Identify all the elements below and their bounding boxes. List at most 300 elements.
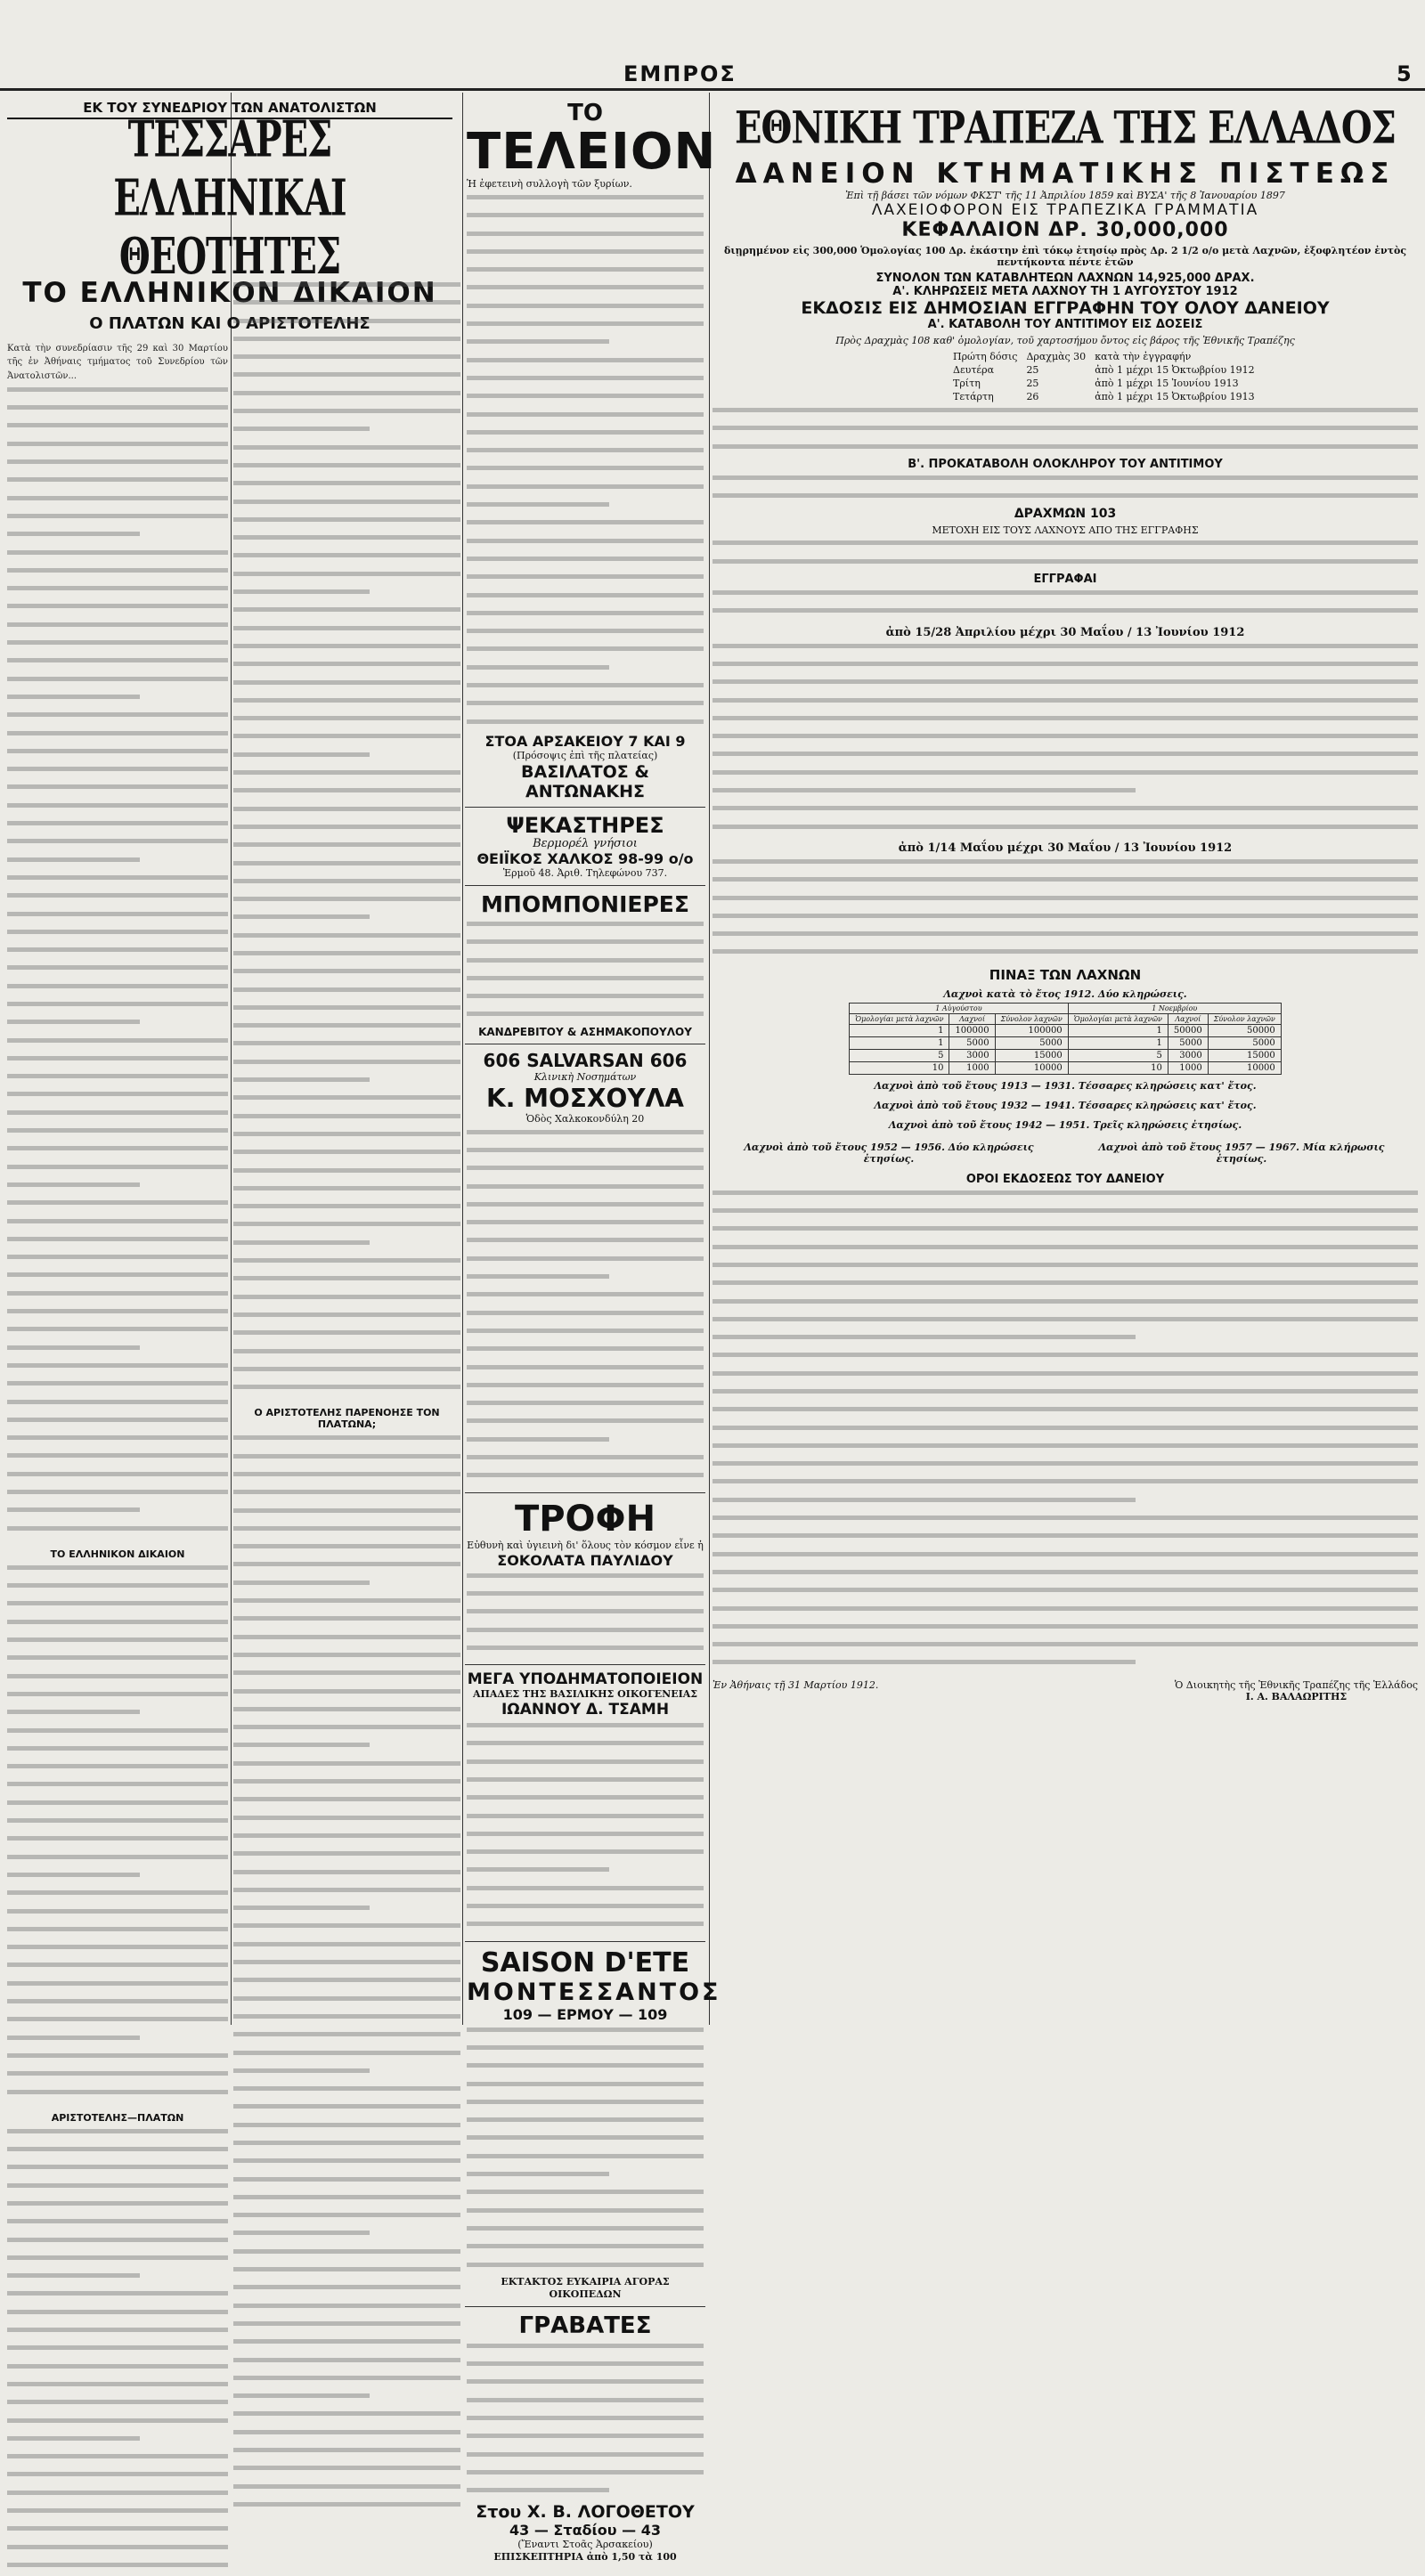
text-line <box>7 2090 228 2103</box>
ad-vasiliki: ΑΠΑΔΕΣ ΤΗΣ ΒΑΣΙΛΙΚΗΣ ΟΙΚΟΓΕΝΕΙΑΣ <box>472 1688 698 1701</box>
text-line <box>7 803 228 817</box>
installment-cell: 26 <box>1026 391 1039 402</box>
lottery-table-title: ΠΙΝΑΞ ΤΩΝ ΛΑΧΝΩΝ <box>989 966 1142 983</box>
text-line <box>233 752 460 766</box>
text-line <box>467 1238 704 1251</box>
text-line <box>467 2063 704 2076</box>
text-line <box>467 1628 704 1641</box>
text-line <box>233 1240 460 1254</box>
text-line <box>467 574 704 588</box>
text-line <box>233 1005 460 1019</box>
text-line <box>7 1146 228 1159</box>
signer-title: Ὁ Διοικητὴς τῆς Ἐθνικῆς Τραπέζης τῆς Ἑλλάδος <box>1174 1678 1418 1691</box>
text-line <box>467 976 704 989</box>
text-line <box>7 1927 228 1940</box>
text-line <box>233 282 460 296</box>
text-line <box>233 1906 460 1919</box>
text-line <box>712 1570 1418 1583</box>
text-line <box>7 930 228 943</box>
text-line <box>467 339 704 353</box>
text-line <box>7 712 228 726</box>
draws-1957-heading: Λαχνοὶ ἀπὸ τοῦ ἔτους 1957 — 1967. Μία κλήρωσις ἐτησίως. <box>1098 1141 1385 1165</box>
text-line <box>7 1909 228 1922</box>
text-line <box>467 195 704 208</box>
lump-heading: Β'. ΠΡΟΚΑΤΑΒΟΛΗ ΟΛΟΚΛΗΡΟΥ ΤΟΥ ΑΝΤΙΤΙΜΟΥ <box>908 457 1223 471</box>
ad-ermou-addr: 109 — ΕΡΜΟΥ — 109 <box>502 2005 668 2023</box>
installment-cell: 25 <box>1026 378 1039 389</box>
draw-cell: 100000 <box>995 1024 1068 1036</box>
draw-row <box>850 1061 1282 1074</box>
text-line <box>7 1363 228 1377</box>
text-line <box>467 430 704 443</box>
text-line <box>7 1526 228 1540</box>
text-line <box>712 877 1418 890</box>
text-line <box>467 2470 704 2483</box>
text-line <box>7 640 228 654</box>
text-line <box>233 589 460 603</box>
ad-grabates-body <box>467 2344 704 2502</box>
text-line <box>233 1960 460 1973</box>
text-line <box>712 734 1418 747</box>
text-line <box>712 949 1418 963</box>
installment-cell: Δραχμὰς 30 <box>1026 351 1087 362</box>
text-line <box>467 1795 704 1808</box>
installment-cell: Τετάρτη <box>953 391 994 402</box>
text-line <box>712 806 1418 819</box>
ad-bomponieres <box>465 886 705 1044</box>
text-line <box>7 857 228 871</box>
text-line <box>7 1800 228 1814</box>
bank-text-block <box>712 590 1418 622</box>
text-line <box>712 1516 1418 1529</box>
installment-cell: Δευτέρα <box>953 364 995 376</box>
bank-text-block <box>712 540 1418 573</box>
ad-teleion-to: ΤΟ <box>567 100 603 126</box>
text-line <box>467 520 704 533</box>
text-line <box>467 1455 704 1468</box>
text-line <box>233 1544 460 1557</box>
text-line <box>233 2304 460 2317</box>
place-date: Ἐν Ἀθήναις τῇ 31 Μαρτίου 1912. <box>712 1678 879 1691</box>
installment-cell: 25 <box>1026 364 1039 376</box>
text-line <box>712 1642 1418 1655</box>
bank-lottery: ΛΑΧΕΙΟΦΟΡΟΝ ΕΙΣ ΤΡΑΠΕΖΙΚΑ ΓΡΑΜΜΑΤΙΑ <box>871 201 1259 219</box>
text-line <box>467 1814 704 1827</box>
text-line <box>7 984 228 997</box>
text-line <box>233 1562 460 1575</box>
installment-row <box>953 350 1264 363</box>
text-line <box>7 532 228 545</box>
text-line <box>7 2183 228 2197</box>
text-line <box>7 1182 228 1196</box>
text-line <box>467 665 704 679</box>
text-line <box>467 2398 704 2411</box>
ad-trofi-body <box>467 1573 704 1659</box>
text-line <box>233 2123 460 2136</box>
text-line <box>7 477 228 491</box>
text-line <box>7 514 228 527</box>
text-line <box>233 372 460 386</box>
draw-cell: 3000 <box>1168 1049 1208 1061</box>
text-line <box>233 2285 460 2298</box>
text-line <box>7 912 228 925</box>
text-line <box>7 604 228 617</box>
text-line <box>467 1849 704 1863</box>
text-line <box>233 2249 460 2263</box>
draw-col-label: Σύνολον λαχνῶν <box>1208 1013 1281 1024</box>
bank-basis: Ἐπὶ τῇ βάσει τῶν νόμων ΦΚΣΤ' τῆς 11 Ἀπριλίου 1859 καὶ ΒΥΣΑ' τῆς 8 Ἰανουαρίου 1897 <box>845 190 1285 201</box>
text-line <box>467 448 704 461</box>
draw-col-label: Ὁμολογίαι μετὰ λαχνῶν <box>1068 1013 1168 1024</box>
subheading-aristotle: ΑΡΙΣΤΟΤΕΛΗΣ—ΠΛΑΤΩΝ <box>51 2111 184 2124</box>
text-line <box>233 1258 460 1272</box>
text-line <box>7 2418 228 2432</box>
text-line <box>7 2147 228 2160</box>
ad-stadiou-sub: (Ἔναντι Στοᾶς Ἀρσακείου) <box>517 2538 653 2550</box>
text-line <box>467 1202 704 1215</box>
text-line <box>7 2328 228 2341</box>
ad-psekastires <box>465 808 705 886</box>
text-line <box>233 734 460 747</box>
text-line <box>712 444 1418 458</box>
text-line <box>7 1565 228 1579</box>
text-line <box>7 731 228 744</box>
ad-trofi-title: ΤΡΟΦΗ <box>514 1498 656 1540</box>
text-line <box>233 2014 460 2027</box>
text-line <box>467 1292 704 1305</box>
bank-text-block <box>712 475 1418 508</box>
text-line <box>7 2491 228 2504</box>
text-line <box>712 914 1418 927</box>
text-line <box>233 1923 460 1937</box>
article-headline: ΤΕΣΣΑΡΕΣ ΕΛΛΗΝΙΚΑΙ ΘΕΟΤΗΤΕΣ <box>113 110 346 287</box>
ad-psekastires-title: ΨΕΚΑΣΤΗΡΕΣ <box>506 812 664 838</box>
text-line <box>467 2244 704 2257</box>
text-line <box>467 2344 704 2357</box>
text-line <box>233 2032 460 2045</box>
text-line <box>467 1759 704 1773</box>
text-line <box>467 1148 704 1161</box>
draw-row <box>850 1049 1282 1061</box>
text-line <box>467 939 704 953</box>
text-line <box>7 1435 228 1449</box>
text-line <box>467 701 704 714</box>
text-line <box>233 1490 460 1503</box>
text-line <box>7 2255 228 2269</box>
ad-saison-body <box>467 2027 704 2276</box>
article-text-block <box>7 2129 228 2576</box>
text-line <box>7 1381 228 1394</box>
text-line <box>7 2364 228 2377</box>
bank-text-block <box>712 859 1418 963</box>
text-line <box>233 1312 460 1326</box>
draw-col-label: Λαχνοί <box>1168 1013 1208 1024</box>
text-line <box>467 629 704 642</box>
text-line <box>233 1095 460 1109</box>
bank-public-issue: ΕΚΔΟΣΙΣ ΕΙΣ ΔΗΜΟΣΙΑΝ ΕΓΓΡΑΦΗΝ ΤΟΥ ΟΛΟΥ ΔΑΝΕΙΟΥ <box>801 298 1330 318</box>
text-line <box>712 1606 1418 1620</box>
text-line <box>712 1426 1418 1439</box>
text-line <box>7 2436 228 2450</box>
article-intro: Κατὰ τὴν συνεδρίασιν τῆς 29 καὶ 30 Μαρτίου τῆς ἐν Ἀθήναις τμήματος τοῦ Συνεδρίου τῶν Ἀνατολιστῶν... <box>7 344 228 381</box>
text-line <box>233 1276 460 1289</box>
text-line <box>467 1130 704 1143</box>
text-line <box>233 1833 460 1847</box>
text-line <box>7 1999 228 2012</box>
draw-cell: 15000 <box>995 1049 1068 1061</box>
text-line <box>233 1888 460 1901</box>
text-line <box>7 442 228 455</box>
installment-cell: ἀπὸ 1 μέχρι 15 Ἰουνίου 1913 <box>1095 378 1239 389</box>
text-line <box>467 1832 704 1845</box>
text-line <box>467 376 704 389</box>
ad-clinic: Κλινικὴ Νοσημάτων <box>533 1070 637 1083</box>
text-line <box>7 1400 228 1413</box>
draw-row <box>850 1024 1282 1036</box>
text-line <box>712 662 1418 675</box>
text-line <box>233 1598 460 1612</box>
text-line <box>233 1743 460 1756</box>
article-column-left-2 <box>233 278 460 2515</box>
text-line <box>7 1092 228 1105</box>
text-line <box>7 586 228 599</box>
text-line <box>467 1346 704 1360</box>
text-line <box>233 1670 460 1684</box>
installment-row <box>953 363 1264 377</box>
text-line <box>467 1329 704 1342</box>
text-line <box>712 1552 1418 1565</box>
text-line <box>712 1533 1418 1547</box>
text-line <box>233 1978 460 1991</box>
text-line <box>233 1222 460 1235</box>
text-line <box>233 2376 460 2389</box>
text-line <box>7 1945 228 1958</box>
text-line <box>712 1245 1418 1258</box>
ad-logothetou: Στου Χ. Β. ΛΟΓΟΘΕΤΟΥ <box>476 2501 695 2522</box>
column-rule <box>709 93 710 2025</box>
text-line <box>467 1867 704 1881</box>
text-line <box>233 1761 460 1775</box>
ad-moschoula: Κ. ΜΟΣΧΟΥΛΑ <box>486 1083 684 1113</box>
text-line <box>233 1851 460 1865</box>
text-line <box>233 680 460 694</box>
text-line <box>467 1418 704 1432</box>
text-line <box>7 2017 228 2030</box>
text-line <box>467 1573 704 1587</box>
text-line <box>233 933 460 947</box>
text-line <box>233 535 460 549</box>
text-line <box>467 1274 704 1288</box>
text-line <box>233 644 460 657</box>
draws-1932-heading: Λαχνοὶ ἀπὸ τοῦ ἔτους 1932 — 1941. Τέσσαρες κληρώσεις κατ' ἔτος. <box>874 1099 1257 1111</box>
draw-cell: 1000 <box>1168 1061 1208 1074</box>
installment-cell: κατὰ τὴν ἐγγραφήν <box>1095 351 1192 362</box>
ad-teleion <box>465 94 717 808</box>
text-line <box>233 354 460 368</box>
text-line <box>7 1345 228 1359</box>
text-line <box>7 1110 228 1124</box>
text-line <box>7 1056 228 1069</box>
text-line <box>233 2358 460 2371</box>
ad-kanderevitou: ΚΑΝΔΡΕΒΙΤΟΥ & ΑΣΗΜΑΚΟΠΟΥΛΟΥ <box>478 1025 692 1038</box>
draw-cell: 50000 <box>1168 1024 1208 1036</box>
text-line <box>467 1256 704 1270</box>
terms-heading: ΟΡΟΙ ΕΚΔΟΣΕΩΣ ΤΟΥ ΔΑΝΕΙΟΥ <box>965 1172 1165 1186</box>
text-line <box>467 249 704 263</box>
text-line <box>7 1272 228 1286</box>
text-line <box>7 1472 228 1485</box>
text-line <box>7 2545 228 2558</box>
drachmai: ΔΡΑΧΜΩΝ 103 <box>1014 507 1117 522</box>
subscriptions: ΕΓΓΡΑΦΑΙ <box>1033 573 1097 587</box>
text-line <box>467 2117 704 2131</box>
bank-total: ΣΥΝΟΛΟΝ ΤΩΝ ΚΑΤΑΒΛΗΤΕΩΝ ΛΑΧΝΩΝ 14,925,000 ΔΡΑΧ. <box>875 272 1255 285</box>
text-line <box>233 2466 460 2479</box>
text-line <box>233 1186 460 1199</box>
text-line <box>7 1764 228 1777</box>
text-line <box>467 321 704 335</box>
text-line <box>233 1041 460 1054</box>
text-line <box>712 859 1418 873</box>
text-line <box>712 1588 1418 1601</box>
text-line <box>7 1637 228 1651</box>
draws-1942-heading: Λαχνοὶ ἀπὸ τοῦ ἔτους 1942 — 1951. Τρεῖς κληρώσεις ἐτησίως. <box>888 1118 1242 1131</box>
text-line <box>233 1060 460 1073</box>
text-line <box>712 1371 1418 1385</box>
draw-cell: 5000 <box>1208 1036 1281 1049</box>
text-line <box>233 1330 460 1344</box>
ad-saison <box>465 1942 721 2307</box>
text-line <box>233 662 460 675</box>
text-line <box>7 2165 228 2178</box>
text-line <box>467 958 704 971</box>
text-line <box>233 409 460 422</box>
section-heading: ΕΚ ΤΟΥ ΣΥΝΕΔΡΙΟΥ ΤΩΝ ΑΝΑΤΟΛΙΣΤΩΝ <box>7 94 452 119</box>
text-line <box>712 1226 1418 1239</box>
text-line <box>467 1886 704 1899</box>
text-line <box>467 1383 704 1396</box>
text-line <box>233 2195 460 2208</box>
text-line <box>7 459 228 473</box>
text-line <box>233 951 460 964</box>
draw-cell: 10 <box>850 1061 949 1074</box>
text-line <box>233 879 460 892</box>
payment-sub: Πρὸς Δραχμὰς 108 καθ' ὁμολογίαν, τοῦ χαρτοσήμου ὄντος εἰς βάρος τῆς Ἐθνικῆς Τραπέζης <box>835 335 1295 346</box>
subheading-law: ΤΟ ΕΛΛΗΝΙΚΟΝ ΔΙΚΑΙΟΝ <box>50 1548 185 1560</box>
text-line <box>712 493 1418 507</box>
draw-cell: 10000 <box>995 1061 1068 1074</box>
ad-shoemaker-body <box>467 1723 704 1936</box>
ad-teleion-title: ΤΕΛΕΙΟΝ <box>467 123 717 181</box>
text-line <box>233 1132 460 1145</box>
text-line <box>467 2100 704 2113</box>
text-line <box>467 1184 704 1198</box>
ad-salvarsan <box>465 1044 705 1493</box>
text-line <box>233 463 460 476</box>
text-line <box>233 500 460 513</box>
text-line <box>712 679 1418 693</box>
article-text-block <box>233 1435 460 2515</box>
text-line <box>7 1674 228 1687</box>
text-line <box>233 607 460 621</box>
ads-column <box>465 94 721 2569</box>
text-line <box>233 517 460 531</box>
text-line <box>233 842 460 856</box>
text-line <box>7 1507 228 1521</box>
text-line <box>467 683 704 696</box>
text-line <box>467 922 704 935</box>
text-line <box>712 1461 1418 1475</box>
draws-late-headings <box>712 1136 1418 1166</box>
draws-1912-heading: Λαχνοὶ κατὰ τὸ ἔτος 1912. Δύο κληρώσεις. <box>943 987 1187 1000</box>
text-line <box>712 540 1418 554</box>
text-line <box>233 481 460 494</box>
text-line <box>233 626 460 639</box>
text-line <box>467 2361 704 2375</box>
text-line <box>233 1114 460 1127</box>
text-line <box>467 2135 704 2149</box>
text-line <box>233 987 460 1001</box>
installment-cell: Τρίτη <box>953 378 981 389</box>
text-line <box>233 698 460 711</box>
text-line <box>467 1437 704 1451</box>
text-line <box>7 839 228 852</box>
text-line <box>233 807 460 820</box>
text-line <box>712 752 1418 765</box>
masthead-rule <box>0 88 1425 91</box>
text-line <box>7 1962 228 1976</box>
text-line <box>467 394 704 407</box>
text-line <box>233 1816 460 1829</box>
bank-divided: διῃρημένον εἰς 300,000 Ὁμολογίας 100 Δρ. ἑκάστην ἐπὶ τόκῳ ἐτησίῳ πρὸς Δρ. 2 1/2 ο/ο μετὰ Λαχνῶν, ἐξοφλητέον ἐντὸς πεντήκοντα πέντε ἐτῶν <box>723 245 1407 268</box>
draws-1952-heading: Λαχνοὶ ἀπὸ τοῦ ἔτους 1952 — 1956. Δύο κληρώσεις ἐτησίως. <box>744 1141 1034 1165</box>
text-line <box>233 2484 460 2498</box>
text-line <box>7 2345 228 2359</box>
text-line <box>233 1508 460 1522</box>
text-line <box>712 475 1418 489</box>
text-line <box>7 1128 228 1142</box>
text-line <box>233 1635 460 1648</box>
text-line <box>467 539 704 552</box>
text-line <box>712 1208 1418 1222</box>
text-line <box>7 568 228 581</box>
text-line <box>467 593 704 606</box>
text-line <box>467 2172 704 2185</box>
text-line <box>712 770 1418 784</box>
ad-salvarsan-title: 606 SALVARSAN 606 <box>483 1049 688 1071</box>
text-line <box>7 1418 228 1431</box>
text-line <box>233 2051 460 2064</box>
text-line <box>7 1453 228 1467</box>
text-line <box>7 1818 228 1832</box>
text-line <box>467 502 704 516</box>
draws-1912-table <box>849 1003 1282 1075</box>
text-line <box>467 412 704 426</box>
text-line <box>233 2321 460 2335</box>
text-line <box>7 2201 228 2214</box>
ad-shoemaker <box>465 1665 705 1942</box>
text-line <box>467 1904 704 1917</box>
text-line <box>233 1526 460 1540</box>
text-line <box>712 1299 1418 1312</box>
text-line <box>7 1200 228 1214</box>
text-line <box>233 1150 460 1163</box>
text-line <box>7 875 228 889</box>
installment-cell: ἀπὸ 1 μέχρι 15 Ὀκτωβρίου 1912 <box>1095 364 1255 376</box>
text-line <box>233 770 460 784</box>
ad-pavlidou: ΣΟΚΟΛΑΤΑ ΠΑΥΛΙΔΟΥ <box>497 1551 673 1569</box>
installment-row <box>953 390 1264 403</box>
